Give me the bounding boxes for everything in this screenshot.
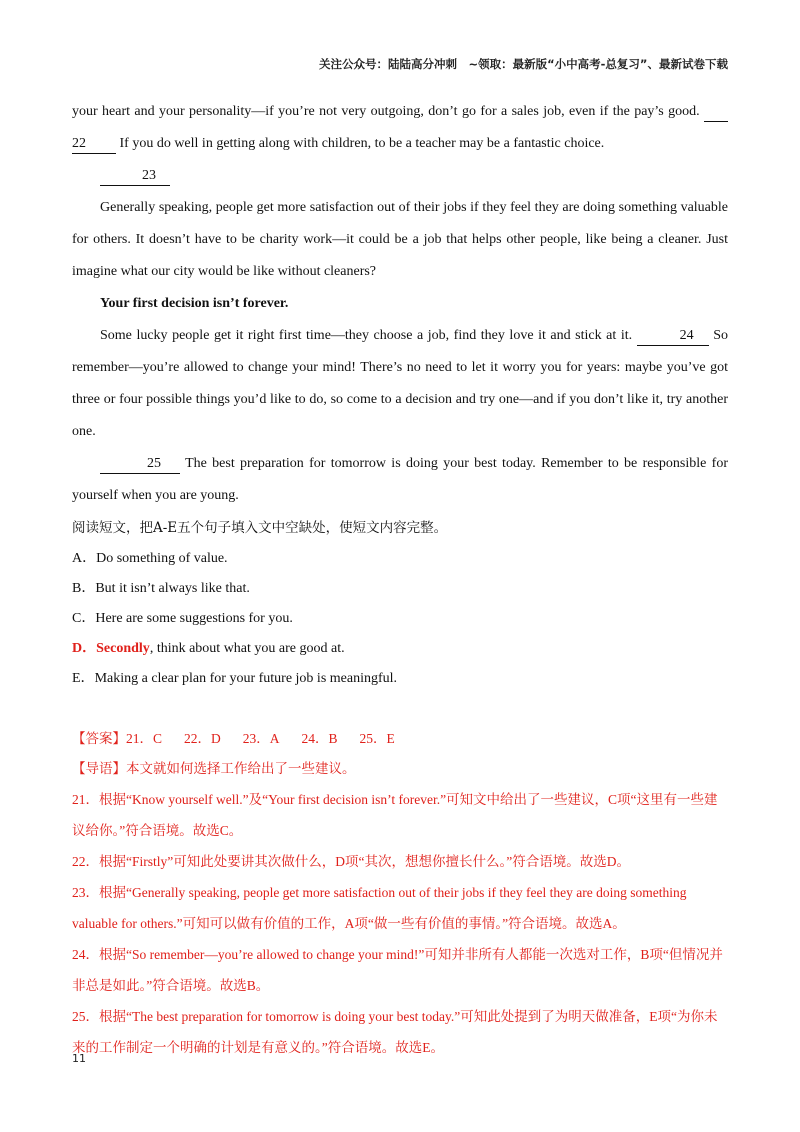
guide-text: 本文就如何选择工作给出了一些建议。	[126, 761, 356, 776]
passage-paragraph-1	[72, 96, 728, 160]
option-letter: E．	[72, 671, 95, 686]
section-heading: Your first decision isn’t forever.	[100, 296, 289, 311]
option-a	[72, 544, 728, 574]
blank-22: 22	[72, 135, 116, 154]
paragraph-text: Some lucky people get it right first time—they choose a job, find they love it and stick at it.	[100, 328, 633, 343]
guide-line	[72, 754, 728, 784]
option-text: Do something of value.	[96, 551, 228, 566]
page-header: 关注公众号：陆陆高分冲刺 ~领取：最新版“小中高考-总复习”、最新试卷下载	[318, 57, 728, 71]
answer-item: 25．E	[359, 731, 395, 746]
answer-section	[72, 724, 728, 1063]
answer-item: 22．D	[184, 731, 221, 746]
explanation-21: 21．根据“Know yourself well.”及“Your first decision isn’t forever.”可知文中给出了一些建议，C项“这里有一些建议给你。”符合语境。故选C。	[72, 792, 718, 838]
option-letter: D．	[72, 641, 97, 656]
document-body	[72, 96, 728, 1063]
option-letter: C．	[72, 611, 96, 626]
paragraph-text: So remember—you’re allowed to change your mind! There’s no need to let it worry you for years: maybe you’ve got three or four possible things you’d like to do, so come to a decision and try one—and if you don’t like it, try another one.	[72, 328, 729, 439]
answer-label: 【答案】	[72, 731, 126, 746]
option-letter: A．	[72, 551, 97, 566]
explanation-24: 24．根据“So remember—you’re allowed to change your mind!”可知并非所有人都能一次选对工作，B项“但情况并非总是如此。”符合语境。故选B。	[72, 947, 723, 993]
options-list	[72, 544, 728, 694]
paragraph-text: If you do well in getting along with children, to be a teacher may be a fantastic choice.	[119, 136, 605, 151]
passage-paragraph-3	[72, 320, 728, 448]
blank-23: 23	[100, 167, 170, 186]
guide-label: 【导语】	[72, 761, 126, 776]
option-text: Here are some suggestions for you.	[95, 611, 293, 626]
blank-25: 25	[100, 455, 180, 474]
answer-key	[72, 724, 728, 754]
explanation-22: 22．根据“Firstly”可知此处要讲其次做什么，D项“其次，想想你擅长什么。”符合语境。故选D。	[72, 854, 630, 869]
passage-paragraph-4	[72, 448, 728, 512]
blank-23-line	[72, 160, 728, 192]
option-e	[72, 664, 728, 694]
answer-item: 23．A	[242, 731, 280, 746]
passage-paragraph-2: Generally speaking, people get more satisfaction out of their jobs if they feel they are doing something valuable for others. It doesn’t have to be charity work—it could be a job that helps other people, like being a cleaner. Just imagine what our city would be like without cleaners?	[72, 200, 728, 279]
answer-item: 24．B	[301, 731, 338, 746]
option-bold-word: Secondly	[96, 641, 150, 656]
page-number: 11	[72, 1052, 86, 1065]
blank-24: 24	[637, 327, 709, 346]
paragraph-text: The best preparation for tomorrow is doing your best today. Remember to be responsible for yourself when you are young.	[72, 456, 728, 503]
answer-item: 21．C	[126, 731, 163, 746]
option-letter: B．	[72, 581, 96, 596]
option-text: Making a clear plan for your future job is meaningful.	[94, 671, 398, 686]
blank-line	[704, 103, 728, 122]
option-text: , think about what you are good at.	[149, 641, 345, 656]
paragraph-text: your heart and your personality—if you’re not very outgoing, don’t go for a sales job, even if the pay’s good.	[72, 104, 700, 119]
explanation-23: 23．根据“Generally speaking, people get more satisfaction out of their jobs if they feel they are doing something valuable for others.”可知可以做有价值的工作，A项“做一些有价值的事情。”符合语境。故选A。	[72, 885, 687, 931]
instruction: 阅读短文，把A-E五个句子填入文中空缺处，使短文内容完整。	[72, 520, 448, 536]
option-b	[72, 574, 728, 604]
option-d	[72, 634, 728, 664]
explanation-25: 25．根据“The best preparation for tomorrow is doing your best today.”可知此处提到了为明天做准备，E项“为你未来的工作制定一个明确的计划是有意义的。”符合语境。故选E。	[72, 1009, 718, 1055]
option-text: But it isn’t always like that.	[95, 581, 250, 596]
option-c	[72, 604, 728, 634]
